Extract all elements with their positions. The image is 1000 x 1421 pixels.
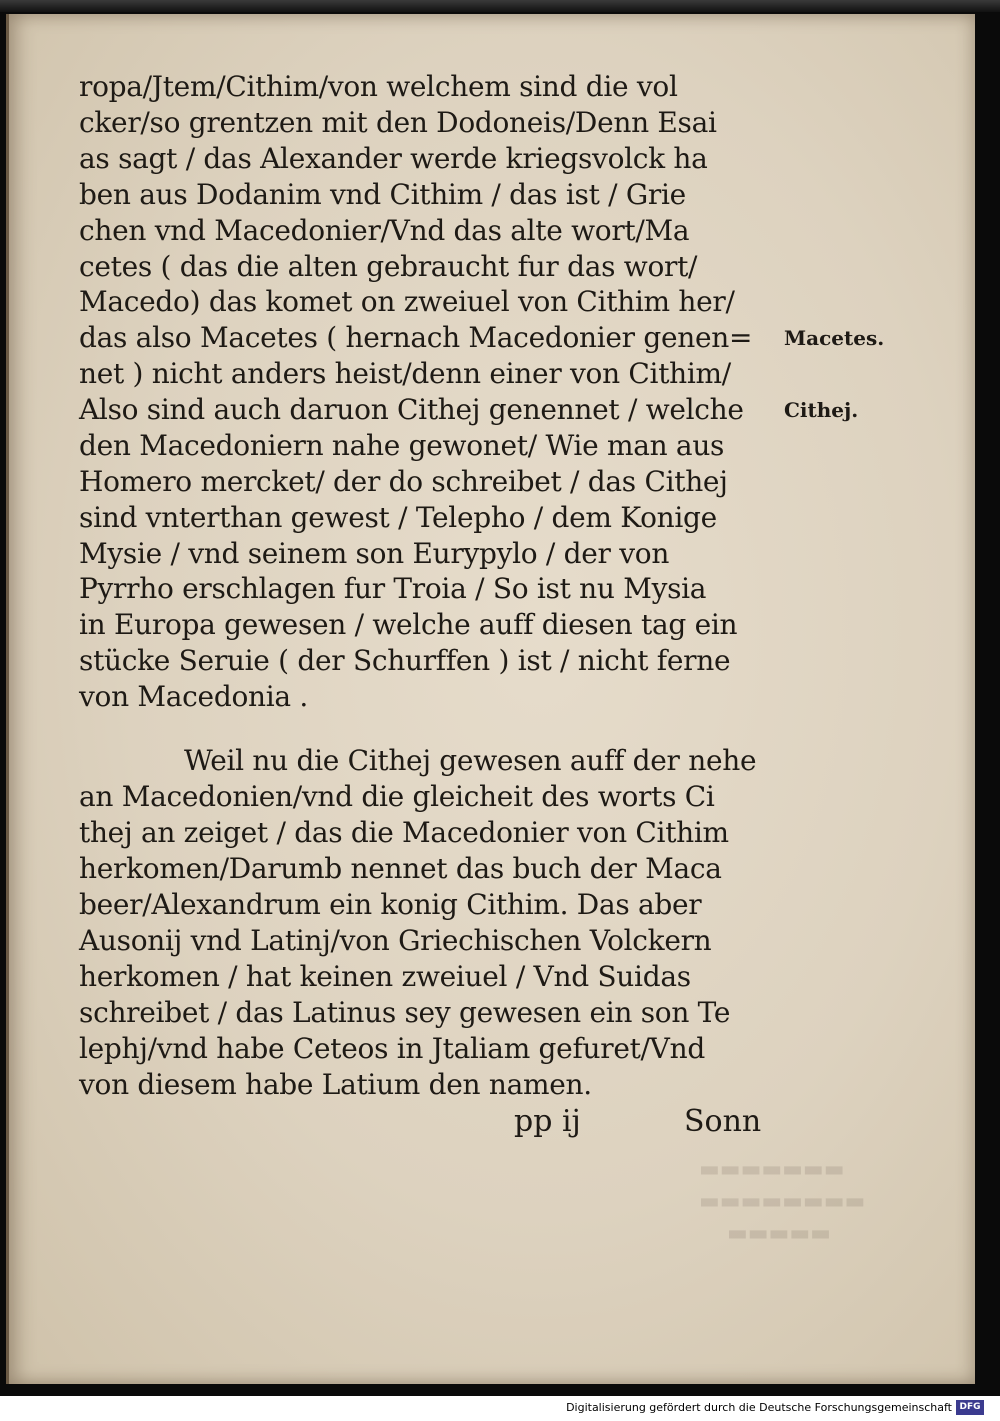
text-line: den Macedoniern nahe gewonet/ Wie man aus [79, 429, 725, 462]
text-line: an Macedonien/vnd die gleicheit des worts Ci [79, 780, 715, 813]
text-line: beer/Alexandrum ein konig Cithim. Das aber [79, 888, 702, 921]
text-line: von Macedonia . [79, 680, 308, 713]
book-page [6, 14, 975, 1384]
text-line: net ) nicht anders heist/denn einer von Cithim/ [79, 357, 731, 390]
text-line: Macedo) das komet on zweiuel von Cithim her/ [79, 285, 735, 318]
text-line: cetes ( das die alten gebraucht fur das wort/ [79, 250, 698, 283]
signature-mark: pp ij [514, 1104, 581, 1139]
text-line: von diesem habe Latium den namen. [79, 1068, 592, 1101]
footer-bar [0, 1396, 1000, 1421]
text-line: in Europa gewesen / welche auff diesen tag ein [79, 608, 738, 641]
text-line: Mysie / vnd seinem son Eurypylo / der von [79, 537, 670, 570]
catchword: Sonn [684, 1104, 762, 1139]
text-line: cker/so grentzen mit den Dodoneis/Denn Esai [79, 106, 717, 139]
text-line: chen vnd Macedonier/Vnd das alte wort/Ma [79, 214, 690, 247]
text-line: Ausonij vnd Latinj/von Griechischen Volckern [79, 924, 712, 957]
text-line: as sagt / das Alexander werde kriegsvolck ha [79, 142, 708, 175]
text-line: Weil nu die Cithej gewesen auff der nehe [184, 744, 757, 777]
bleed-through-text: ▬▬▬▬▬▬▬ ▬▬▬▬▬▬▬▬ ▬▬▬▬▬ [699, 1157, 866, 1246]
text-line: Homero mercket/ der do schreibet / das Cithej [79, 465, 728, 498]
scan-edge [0, 0, 1000, 12]
text-line: lephj/vnd habe Ceteos in Jtaliam gefuret/Vnd [79, 1032, 705, 1065]
text-line: Also sind auch daruon Cithej genennet / welche [79, 393, 744, 426]
funding-notice: Digitalisierung gefördert durch die Deutsche Forschungsgemeinschaft [566, 1401, 952, 1414]
text-line: schreibet / das Latinus sey gewesen ein son Te [79, 996, 731, 1029]
text-line: Pyrrho erschlagen fur Troia / So ist nu Mysia [79, 572, 707, 605]
text-line: sind vnterthan gewest / Telepho / dem Konige [79, 501, 717, 534]
text-line: herkomen/Darumb nennet das buch der Maca [79, 852, 722, 885]
margin-note: Cithej. [784, 398, 859, 422]
text-line: ben aus Dodanim vnd Cithim / das ist / Grie [79, 178, 686, 211]
text-line: ropa/Jtem/Cithim/von welchem sind die vol [79, 70, 678, 103]
text-line: stücke Seruie ( der Schurffen ) ist / nicht ferne [79, 644, 731, 677]
margin-note: Macetes. [784, 326, 885, 350]
text-line: das also Macetes ( hernach Macedonier genen= [79, 321, 753, 354]
dfg-logo: DFG [956, 1400, 984, 1415]
text-line: herkomen / hat keinen zweiuel / Vnd Suidas [79, 960, 691, 993]
text-line: thej an zeiget / das die Macedonier von Cithim [79, 816, 729, 849]
